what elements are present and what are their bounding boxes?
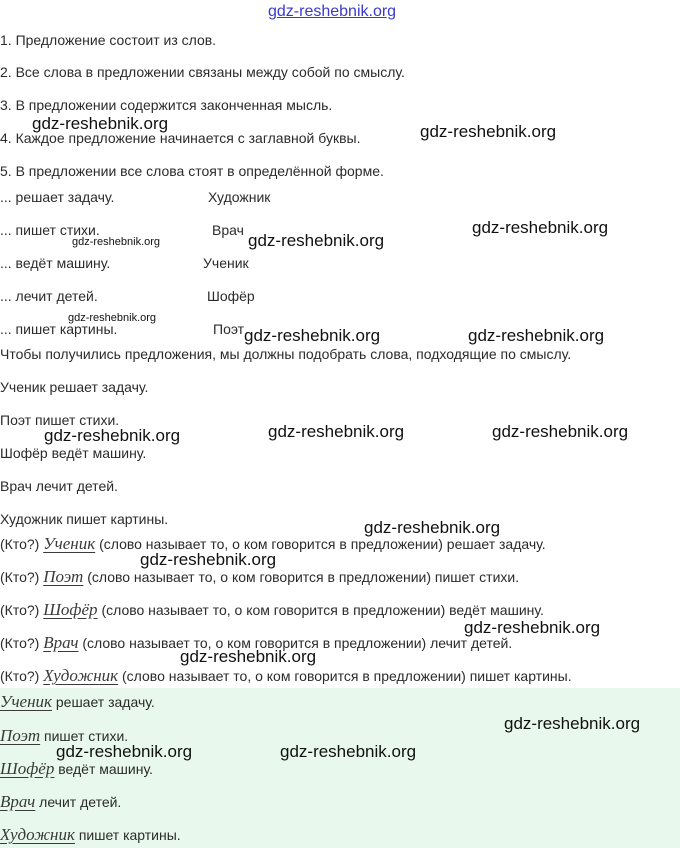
sentence-4: Врач лечит детей. (0, 478, 118, 494)
sentence-5: Художник пишет картины. (0, 511, 169, 527)
analysis-prefix: (Кто?) (0, 536, 40, 552)
pair-right-3: Ученик (203, 255, 249, 271)
analysis-prefix: (Кто?) (0, 602, 40, 618)
watermark: gdz-reshebnik.org (180, 647, 317, 666)
answer-predicate: решает задачу. (55, 694, 155, 710)
analysis-prefix: (Кто?) (0, 569, 40, 585)
pair-right-1: Художник (208, 189, 271, 205)
watermark: gdz-reshebnik.org (56, 742, 193, 761)
watermark: gdz-reshebnik.org (44, 426, 181, 445)
analysis-note: (слово называет то, о ком говорится в предложении) (99, 536, 443, 552)
analysis-predicate: пишет стихи. (434, 569, 520, 585)
answer-predicate: пишет картины. (78, 827, 181, 843)
analysis-row (0, 601, 544, 619)
rule-1: 1. Предложение состоит из слов. (0, 32, 217, 48)
watermark: gdz-reshebnik.org (68, 312, 157, 324)
analysis-subject: Поэт (43, 567, 84, 586)
watermark: gdz-reshebnik.org (468, 326, 605, 345)
watermark: gdz-reshebnik.org (268, 422, 405, 441)
rule-5: 5. В предложении все слова стоят в определённой форме. (0, 163, 384, 179)
pair-left-5: ... пишет картины. (0, 321, 118, 337)
analysis-predicate: лечит детей. (430, 635, 513, 651)
rule-4: 4. Каждое предложение начинается с заглавной буквы. (0, 130, 361, 146)
pair-right-4: Шофёр (207, 288, 255, 304)
analysis-row (0, 667, 572, 685)
answer-subject: Врач (0, 792, 36, 811)
analysis-subject: Врач (43, 633, 79, 652)
sentence-3: Шофёр ведёт машину. (0, 445, 147, 461)
watermark: gdz-reshebnik.org (140, 550, 277, 569)
answer-subject: Ученик (0, 692, 52, 711)
sentence-1: Ученик решает задачу. (0, 379, 149, 395)
analysis-predicate: решает задачу. (446, 536, 546, 552)
pair-left-1: ... решает задачу. (0, 189, 115, 205)
watermark: gdz-reshebnik.org (72, 236, 161, 248)
watermark: gdz-reshebnik.org (364, 518, 501, 537)
pair-left-4: ... лечит детей. (0, 288, 98, 304)
watermark: gdz-reshebnik.org (32, 114, 169, 133)
pair-right-2: Врач (212, 222, 244, 238)
watermark: gdz-reshebnik.org (464, 618, 601, 637)
analysis-subject: Ученик (43, 534, 96, 553)
answer-predicate: ведёт машину. (58, 761, 153, 777)
watermark: gdz-reshebnik.org (244, 326, 381, 345)
answer-subject: Художник (0, 825, 75, 844)
pair-right-5: Поэт (213, 321, 245, 337)
analysis-subject: Шофёр (43, 600, 98, 619)
answer-row (0, 760, 153, 778)
analysis-subject: Художник (43, 666, 119, 685)
analysis-note: (слово называет то, о ком говорится в предложении) (87, 569, 432, 585)
analysis-note: (слово называет то, о ком говорится в предложении) (82, 635, 427, 651)
watermark: gdz-reshebnik.org (504, 714, 641, 733)
answer-row (0, 793, 121, 811)
conclusion-text: Чтобы получились предложения, мы должны подобрать слова, подходящие по смыслу. (0, 346, 572, 362)
watermark: gdz-reshebnik.org (492, 422, 629, 441)
watermark: gdz-reshebnik.org (472, 218, 609, 237)
rule-2: 2. Все слова в предложении связаны между собой по смыслу. (0, 64, 405, 80)
answer-row (0, 826, 181, 844)
analysis-row (0, 568, 519, 586)
watermark: gdz-reshebnik.org (248, 231, 385, 250)
sentence-2: Поэт пишет стихи. (0, 412, 120, 428)
watermark-top: gdz-reshebnik.org (268, 3, 397, 20)
answer-predicate: лечит детей. (39, 794, 122, 810)
answer-subject: Шофёр (0, 759, 55, 778)
watermark: gdz-reshebnik.org (280, 742, 417, 761)
answer-row (0, 693, 155, 711)
rule-3: 3. В предложении содержится законченная мысль. (0, 97, 333, 113)
analysis-predicate: ведёт машину. (449, 602, 544, 618)
answer-subject: Поэт (0, 726, 41, 745)
pair-left-3: ... ведёт машину. (0, 255, 111, 271)
analysis-prefix: (Кто?) (0, 668, 40, 684)
pair-left-2: ... пишет стихи. (0, 222, 100, 238)
analysis-note: (слово называет то, о ком говорится в предложении) (122, 668, 466, 684)
analysis-predicate: пишет картины. (469, 668, 572, 684)
answer-predicate: пишет стихи. (44, 728, 129, 744)
analysis-prefix: (Кто?) (0, 635, 40, 651)
watermark: gdz-reshebnik.org (420, 122, 557, 141)
analysis-note: (слово называет то, о ком говорится в предложении) (101, 602, 446, 618)
